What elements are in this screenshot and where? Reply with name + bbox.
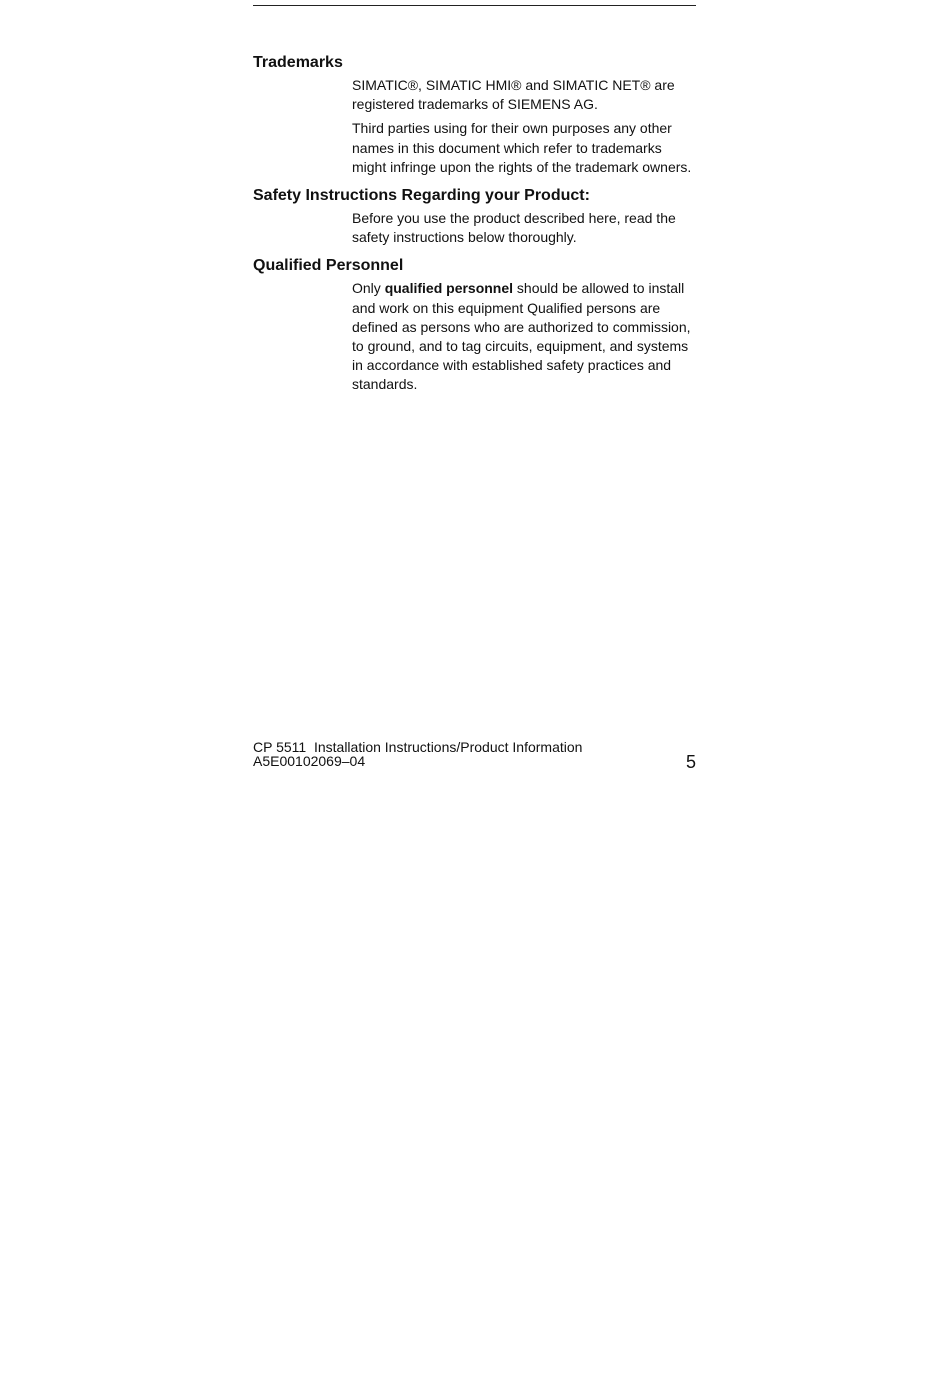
footer-title: CP 5511 Installation Instructions/Product Information — [253, 739, 583, 755]
emphasis-text: qualified personnel — [384, 280, 514, 297]
section-trademarks — [253, 53, 698, 177]
section-safety-instructions — [253, 186, 698, 247]
section-heading: Safety Instructions Regarding your Product: — [253, 187, 590, 205]
footer — [253, 740, 582, 768]
third-party-paragraph: Third parties using for their own purposes any other names in this document which refer to trademarks might infringe upon the rights of the trademark owners. — [352, 120, 692, 175]
document-body — [253, 53, 698, 395]
text-run: should be allowed to install and work on this equipment Qualified persons are defined as persons who are authorized to commission, to ground, and to tag circuits, equipment, and systems in accordance with established safety practices and standards. — [352, 280, 691, 393]
trademark-paragraph: SIMATIC®, SIMATIC HMI® and SIMATIC NET® are registered trademarks of SIEMENS AG. — [352, 77, 675, 113]
safety-paragraph: Before you use the product described here, read the safety instructions below thoroughly. — [352, 210, 676, 246]
footer-doc-number: A5E00102069–04 — [253, 753, 366, 769]
text-run: Only — [352, 280, 385, 297]
section-heading: Trademarks — [253, 54, 343, 71]
top-rule — [253, 5, 696, 6]
section-heading: Qualified Personnel — [253, 257, 404, 275]
qualified-personnel-paragraph — [352, 279, 698, 394]
page-number: 5 — [685, 752, 696, 772]
section-qualified-personnel — [253, 256, 698, 394]
